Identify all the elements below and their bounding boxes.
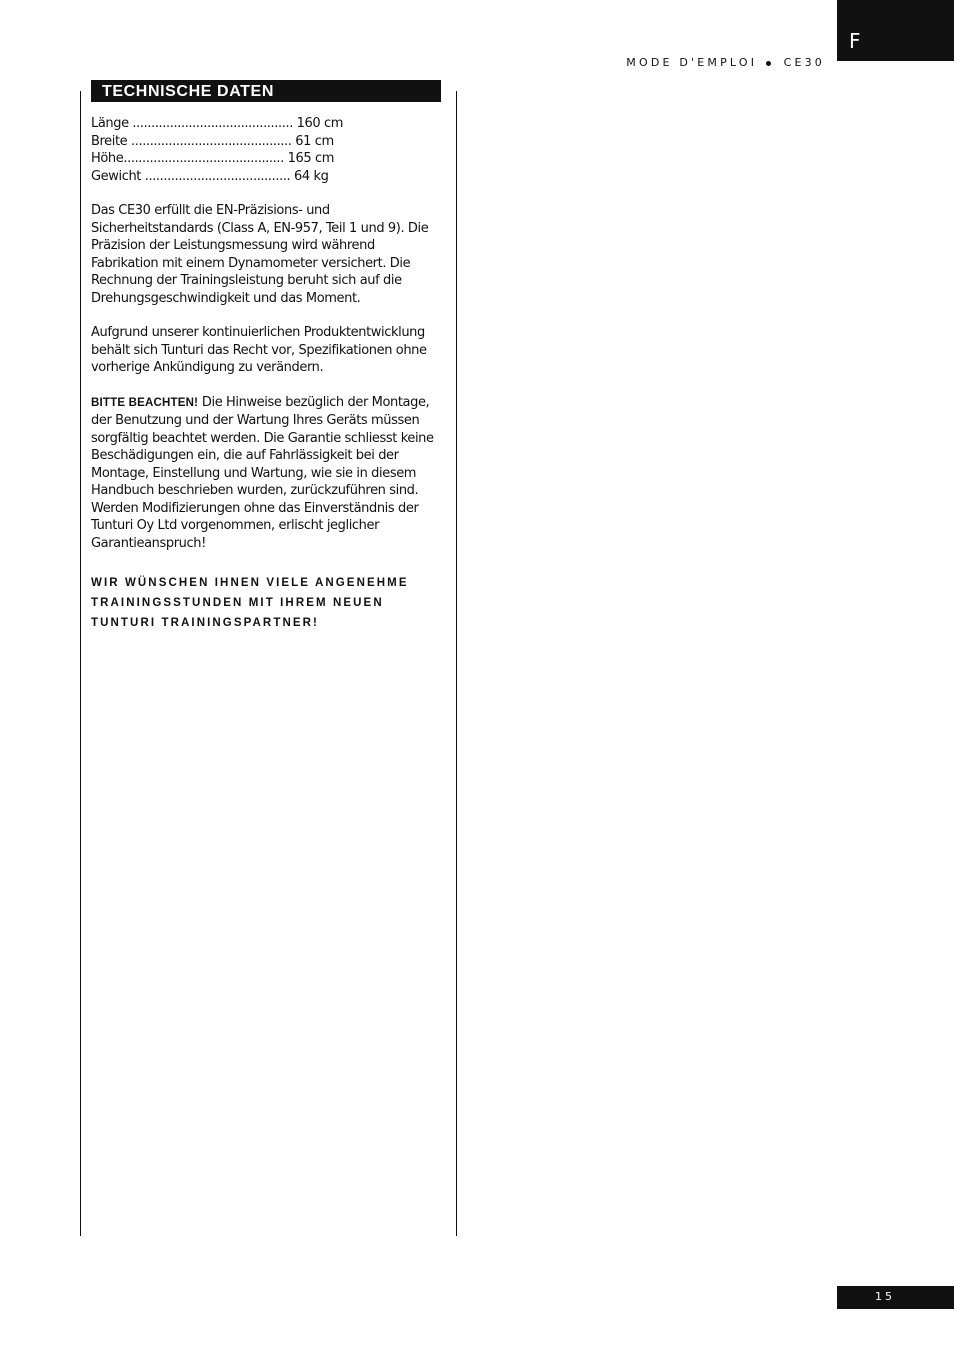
standards-paragraph: Das CE30 erfüllt die EN-Präzisions- und Sicherheitstandards (Class A, EN-957, Teil 1 und 9). Die Präzision der Leistungsmessung wird während Fabrikation mit einem Dynamometer versichert. Die Rechnung der Trainingsleistung beruht sich auf die Drehungsgeschwindigkeit und das Moment. xyxy=(91,203,429,306)
page-number: 15 xyxy=(875,1290,895,1303)
spec-row-width: Breite ........................................... 61 cm xyxy=(91,133,334,149)
middle-column-rule xyxy=(456,91,457,1236)
notice-paragraph xyxy=(91,394,441,553)
running-header xyxy=(626,56,825,70)
running-title: MODE D'EMPLOI xyxy=(626,56,758,69)
spec-row-height: Höhe........................................... 165 cm xyxy=(91,151,334,166)
spec-row-length: Länge ........................................... 160 cm xyxy=(91,116,344,131)
spec-list xyxy=(91,115,441,185)
language-tab xyxy=(837,0,954,61)
model-name: CE30 xyxy=(783,56,825,69)
section-heading-bar xyxy=(91,80,441,102)
spec-row-weight: Gewicht ....................................... 64 kg xyxy=(91,168,329,184)
notice-text: Die Hinweise bezüglich der Montage, der Benutzung und der Wartung Ihres Geräts müssen sorgfältig beachtet werden. Die Garantie schliesst keine Beschädigungen ein, die auf Fahrlässigkeit bei der Montage, Einstellung und Wartung, wie sie in diesem Handbuch beschrieben wurden, zurückzuführen sind. Werden Modifizierungen ohne das Einverständnis der Tunturi Oy Ltd vorgenommen, erlischt jeglicher Garantieanspruch! xyxy=(91,394,434,551)
section-title: TECHNISCHE DATEN xyxy=(102,83,274,100)
notice-label: BITTE BEACHTEN! xyxy=(91,396,199,409)
main-column xyxy=(91,115,441,633)
left-column-rule xyxy=(80,91,81,1236)
development-paragraph: Aufgrund unserer kontinuierlichen Produktentwicklung behält sich Tunturi das Recht vor, Spezifikationen ohne vorherige Ankündigung zu verändern. xyxy=(91,325,427,375)
page-number-tab xyxy=(837,1286,954,1309)
language-tab-label: F xyxy=(849,29,861,53)
closing-message: WIR WÜNSCHEN IHNEN VIELE ANGENEHME TRAININGSSTUNDEN MIT IHREM NEUEN TUNTURI TRAININGSPARTNER! xyxy=(91,577,409,629)
bullet-dot-icon xyxy=(766,61,771,66)
